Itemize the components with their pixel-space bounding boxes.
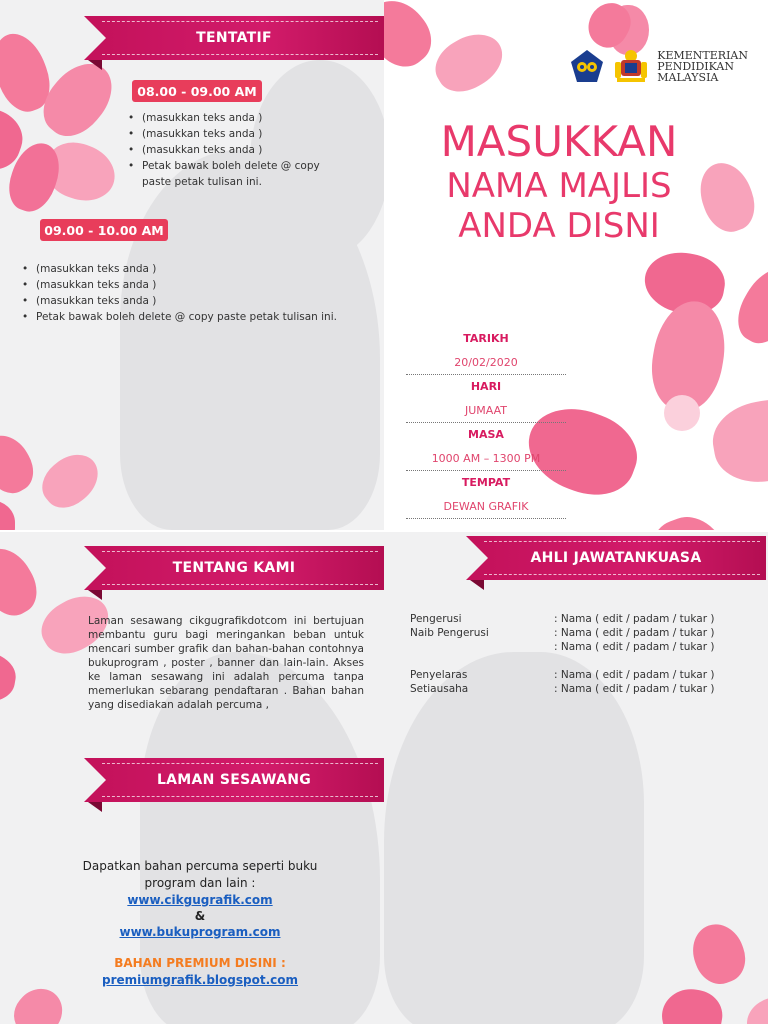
ampersand: & [194, 909, 206, 923]
pink-flower-decoration [574, 300, 768, 530]
website-banner-label: LAMAN SESAWANG [156, 772, 312, 788]
education-logo-icon [569, 48, 605, 84]
website-banner [84, 758, 384, 802]
website-intro: Dapatkan bahan percuma seperti buku [82, 859, 318, 873]
divider [406, 518, 566, 519]
pink-flower-decoration [0, 532, 90, 692]
pink-flower-decoration [384, 0, 484, 110]
premiumgrafik-link[interactable]: premiumgrafik.blogspot.com [101, 973, 299, 987]
about-banner [84, 546, 384, 590]
cikgugrafik-link[interactable]: www.cikgugrafik.com [127, 893, 273, 907]
committee-banner-label: AHLI JAWATANKUASA [530, 550, 702, 566]
day-label: HARI [470, 380, 502, 393]
list-item: • Petak bawak boleh delete @ copy paste petak tulisan ini. [22, 309, 352, 325]
ministry-name-line: KEMENTERIAN [657, 48, 748, 62]
time-slot-2-label: 09.00 - 10.00 AM [44, 222, 164, 238]
day-value: JUMAAT [464, 404, 507, 417]
date-label: TARIKH [463, 332, 509, 345]
bukuprogram-link[interactable]: www.bukuprogram.com [119, 925, 281, 939]
list-item: • (masukkan teks anda ) [128, 126, 348, 142]
about-text: Laman sesawang cikgugrafikdotcom ini bertujuan membantu guru bagi meringankan beban untuk mencari sumber grafik dan bahan-bahan contohnya bukuprogram , poster , banner dan lain-lain. Akses ke laman sesawang ini adalah percuma tanpa memerlukan sebarang pendaftaran . Bahan bahan yang disediakan adalah percuma , [88, 615, 364, 711]
time-slot-2 [40, 219, 168, 241]
divider [406, 422, 566, 423]
list-item: • (masukkan teks anda ) [22, 277, 352, 293]
event-title [404, 118, 714, 246]
committee-banner [466, 536, 766, 580]
event-title-line: MASUKKAN [440, 117, 678, 166]
venue-value: DEWAN GRAFIK [443, 500, 529, 513]
ministry-name-line: MALAYSIA [657, 70, 719, 84]
website-info [40, 858, 360, 989]
committee-role [410, 640, 554, 654]
background-silhouette [384, 652, 644, 1024]
list-item: • (masukkan teks anda ) [128, 110, 348, 126]
ministry-logo [569, 48, 748, 84]
time-slot-1-label: 08.00 - 09.00 AM [137, 83, 257, 99]
committee-name: : Nama ( edit / padam / tukar ) [554, 627, 715, 639]
ministry-name [657, 50, 748, 83]
table-row [410, 654, 714, 668]
committee-role: Penyelaras [410, 669, 468, 681]
coat-of-arms-icon [611, 48, 651, 84]
committee-table [410, 612, 714, 696]
committee-role: Pengerusi [410, 613, 462, 625]
date-value: 20/02/2020 [454, 356, 518, 369]
committee-name: : Nama ( edit / padam / tukar ) [554, 683, 715, 695]
table-row [410, 612, 714, 626]
ministry-name-line: PENDIDIKAN [657, 59, 734, 73]
committee-role: Setiausaha [410, 683, 469, 695]
event-title-line: NAMA MAJLIS [446, 166, 672, 206]
table-row [410, 640, 714, 654]
list-item: • (masukkan teks anda ) [128, 142, 348, 158]
table-row [410, 668, 714, 682]
pink-flower-decoration [564, 0, 664, 50]
divider [406, 374, 566, 375]
tentatif-panel [0, 0, 384, 530]
time-slot-1 [132, 80, 262, 102]
list-item: • (masukkan teks anda ) [22, 261, 352, 277]
time-value: 1000 AM – 1300 PM [431, 452, 541, 465]
website-intro: program dan lain : [144, 876, 256, 890]
committee-role: Naib Pengerusi [410, 627, 489, 639]
committee-name: : Nama ( edit / padam / tukar ) [554, 641, 715, 653]
venue-label: TEMPAT [461, 476, 511, 489]
committee-name [554, 654, 714, 668]
tentatif-banner-label: TENTATIF [196, 30, 272, 46]
committee-name: : Nama ( edit / padam / tukar ) [554, 613, 715, 625]
pink-flower-decoration [684, 912, 768, 1024]
table-row [410, 682, 714, 696]
premium-label: BAHAN PREMIUM DISINI : [114, 956, 286, 970]
about-panel [0, 532, 384, 1024]
list-item: • (masukkan teks anda ) [22, 293, 352, 309]
event-title-line: ANDA DISNI [458, 206, 660, 246]
divider [406, 470, 566, 471]
tentatif-banner [84, 16, 384, 60]
committee-name: : Nama ( edit / padam / tukar ) [554, 669, 715, 681]
committee-panel [384, 532, 768, 1024]
list-item: • Petak bawak boleh delete @ copy paste petak tulisan ini. [128, 158, 348, 190]
about-banner-label: TENTANG KAMI [172, 560, 296, 576]
time-label: MASA [468, 428, 504, 441]
slot-2-list [22, 261, 352, 325]
cover-panel [384, 0, 768, 530]
pink-flower-decoration [0, 420, 100, 530]
slot-1-list [128, 110, 348, 190]
table-row [410, 626, 714, 640]
committee-role [410, 654, 554, 668]
